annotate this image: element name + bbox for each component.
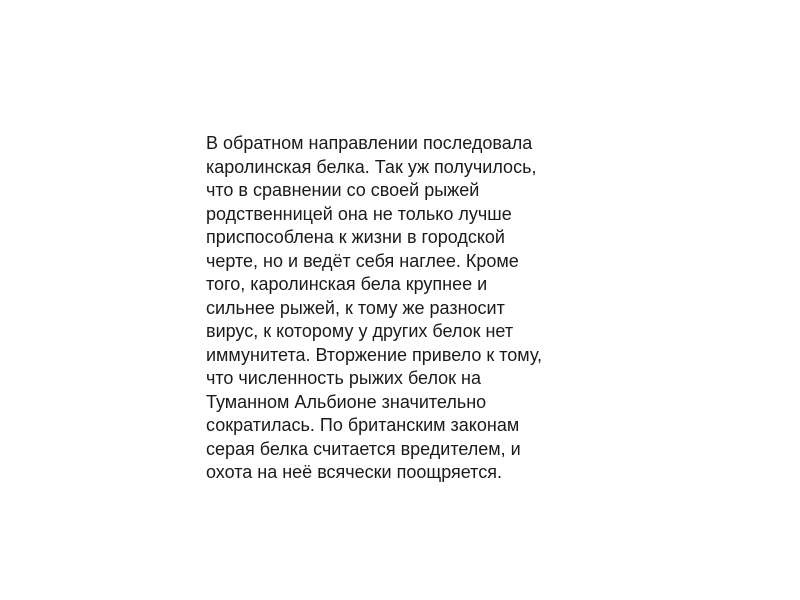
text-line-7: того, каролинская бела крупнее и [206, 274, 488, 294]
body-text [206, 132, 586, 485]
text-line-13: сократилась. По британским законам [206, 415, 520, 435]
text-line-8: сильнее рыжей, к тому же разносит [206, 297, 505, 318]
text-line-11: что численность рыжих белок на [206, 368, 482, 388]
text-line-14: серая белка считается вредителем, и [206, 438, 521, 459]
text-line-2: каролинская белка. Так уж получилось, [206, 156, 537, 177]
text-line-4: родственницей она не только лучше [206, 203, 512, 224]
text-line-5: приспособлена к жизни в городской [206, 227, 505, 247]
text-line-3: что в сравнении со своей рыжей [206, 180, 480, 200]
text-line-15: охота на неё всячески поощряется. [206, 462, 502, 482]
text-line-12: Туманном Альбионе значительно [206, 391, 487, 412]
text-line-10: иммунитета. Вторжение привело к тому, [206, 344, 543, 365]
text-line-6: черте, но и ведёт себя наглее. Кроме [206, 250, 519, 271]
text-line-9: вирус, к которому у других белок нет [206, 321, 514, 341]
text-line-1: В обратном направлении последовала [206, 133, 533, 153]
